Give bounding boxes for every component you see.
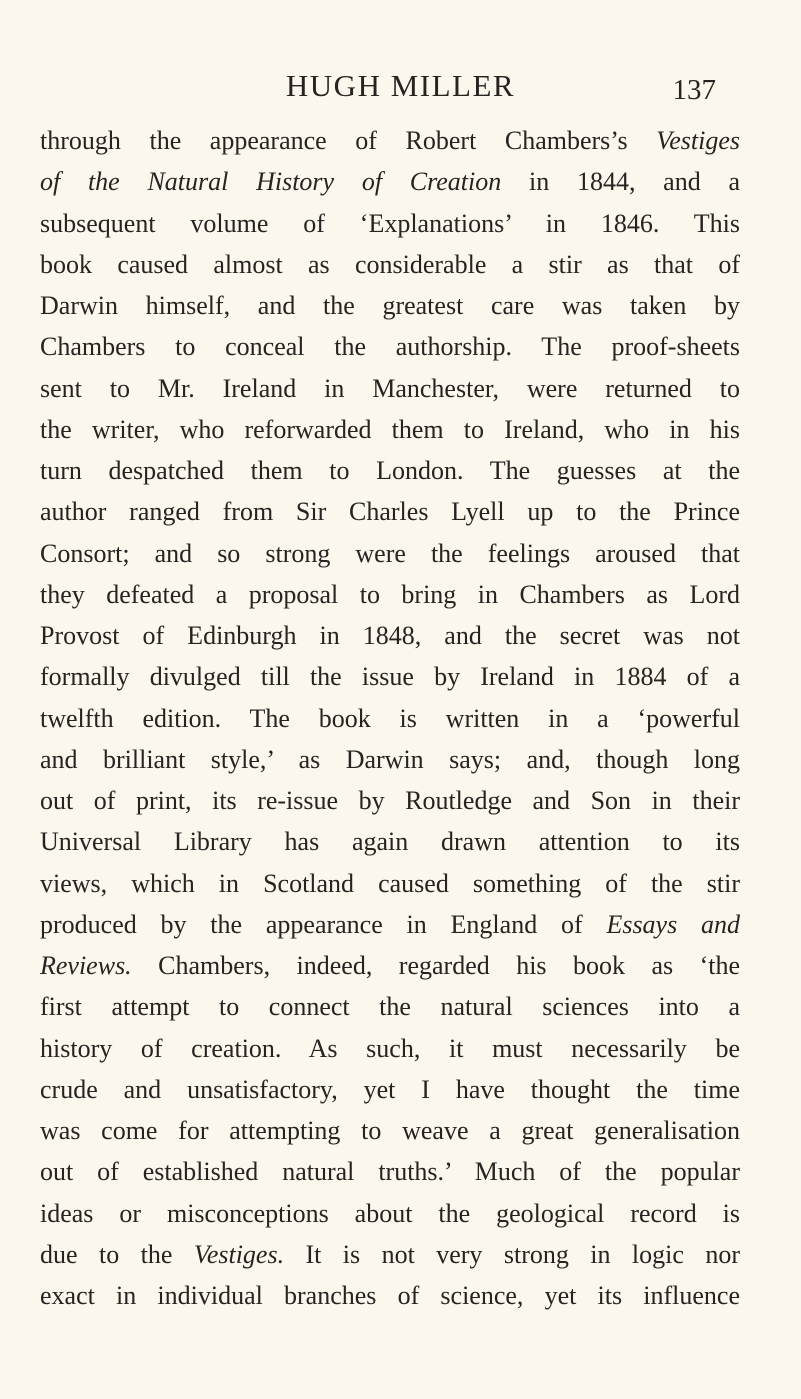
text-line: [40, 203, 740, 244]
text-segment: out of print, its re-issue by Routledge and Son in their: [40, 786, 740, 815]
text-segment: was come for attempting to weave a great generalisation: [40, 1116, 740, 1145]
text-segment: the writer, who reforwarded them to Ireland, who in his: [40, 414, 740, 444]
text-line: [40, 1193, 740, 1234]
text-segment: author ranged from Sir Charles Lyell up to the Prince: [40, 497, 740, 527]
text-line: [40, 1028, 740, 1069]
text-line: [40, 863, 740, 904]
text-segment: Chambers, indeed, regarded his book as ‘the: [131, 951, 740, 980]
text-segment: in 1844, and a: [501, 167, 740, 197]
text-segment: crude and unsatisfactory, yet I have thought the time: [40, 1074, 740, 1104]
text-segment: exact in individual branches of science, yet its influence: [40, 1281, 740, 1310]
text-segment: It is not very strong in logic nor: [284, 1239, 740, 1269]
text-segment: subsequent volume of ‘Explanations’ in 1846. This: [40, 208, 740, 238]
text-line: [40, 1069, 740, 1110]
italic-text: Vestiges: [656, 126, 740, 155]
running-head: [0, 66, 801, 106]
text-segment: formally divulged till the issue by Ireland in 1884 of a: [40, 662, 740, 692]
text-line: [40, 120, 740, 161]
text-line: [40, 1275, 740, 1316]
text-line: [40, 1110, 740, 1151]
text-line: [40, 409, 740, 450]
text-line: [40, 698, 740, 739]
text-segment: Universal Library has again drawn attention to its: [40, 827, 740, 857]
text-segment: twelfth edition. The book is written in a ‘powerful: [40, 703, 740, 733]
text-segment: first attempt to connect the natural sciences into a: [40, 992, 740, 1022]
text-line: [40, 533, 740, 574]
text-line: [40, 821, 740, 862]
text-line: [40, 244, 740, 285]
text-line: [40, 1234, 740, 1275]
text-segment: produced by the appearance in England of: [40, 909, 607, 939]
text-line: [40, 904, 740, 945]
text-line: [40, 615, 740, 656]
text-segment: turn despatched them to London. The guesses at the: [40, 456, 740, 485]
text-line: [40, 986, 740, 1027]
text-line: [40, 656, 740, 697]
text-line: [40, 491, 740, 532]
text-segment: they defeated a proposal to bring in Chambers as Lord: [40, 579, 740, 609]
text-line: [40, 368, 740, 409]
italic-text: Essays and: [606, 909, 740, 939]
text-line: [40, 326, 740, 367]
text-line: [40, 161, 740, 202]
italic-text: Vestiges.: [193, 1239, 285, 1269]
text-segment: history of creation. As such, it must necessarily be: [40, 1033, 740, 1063]
text-segment: views, which in Scotland caused something of the stir: [40, 868, 740, 898]
text-line: [40, 285, 740, 326]
text-line: [40, 780, 740, 821]
text-segment: out of established natural truths.’ Much of the popular: [40, 1157, 740, 1187]
body-text: [40, 120, 740, 1316]
text-segment: Darwin himself, and the greatest care was taken by: [40, 291, 740, 320]
text-line: [40, 945, 740, 986]
text-segment: Consort; and so strong were the feelings aroused that: [40, 538, 740, 568]
italic-text: Reviews.: [40, 951, 132, 980]
text-line: [40, 450, 740, 491]
text-line: [40, 574, 740, 615]
running-title: HUGH MILLER: [285, 68, 516, 103]
text-segment: due to the: [40, 1239, 194, 1269]
text-line: [40, 739, 740, 780]
italic-text: of the Natural History of Creation: [40, 167, 502, 197]
text-line: [40, 1151, 740, 1192]
text-segment: Chambers to conceal the authorship. The proof-sheets: [40, 332, 740, 362]
text-segment: ideas or misconceptions about the geological record is: [40, 1198, 740, 1228]
text-segment: Provost of Edinburgh in 1848, and the secret was not: [40, 621, 740, 650]
text-segment: and brilliant style,’ as Darwin says; and, though long: [40, 744, 740, 774]
text-segment: book caused almost as considerable a stir as that of: [40, 249, 740, 279]
text-segment: through the appearance of Robert Chambers’s: [40, 126, 657, 155]
page-number: 137: [672, 74, 716, 106]
text-segment: sent to Mr. Ireland in Manchester, were returned to: [40, 373, 740, 403]
